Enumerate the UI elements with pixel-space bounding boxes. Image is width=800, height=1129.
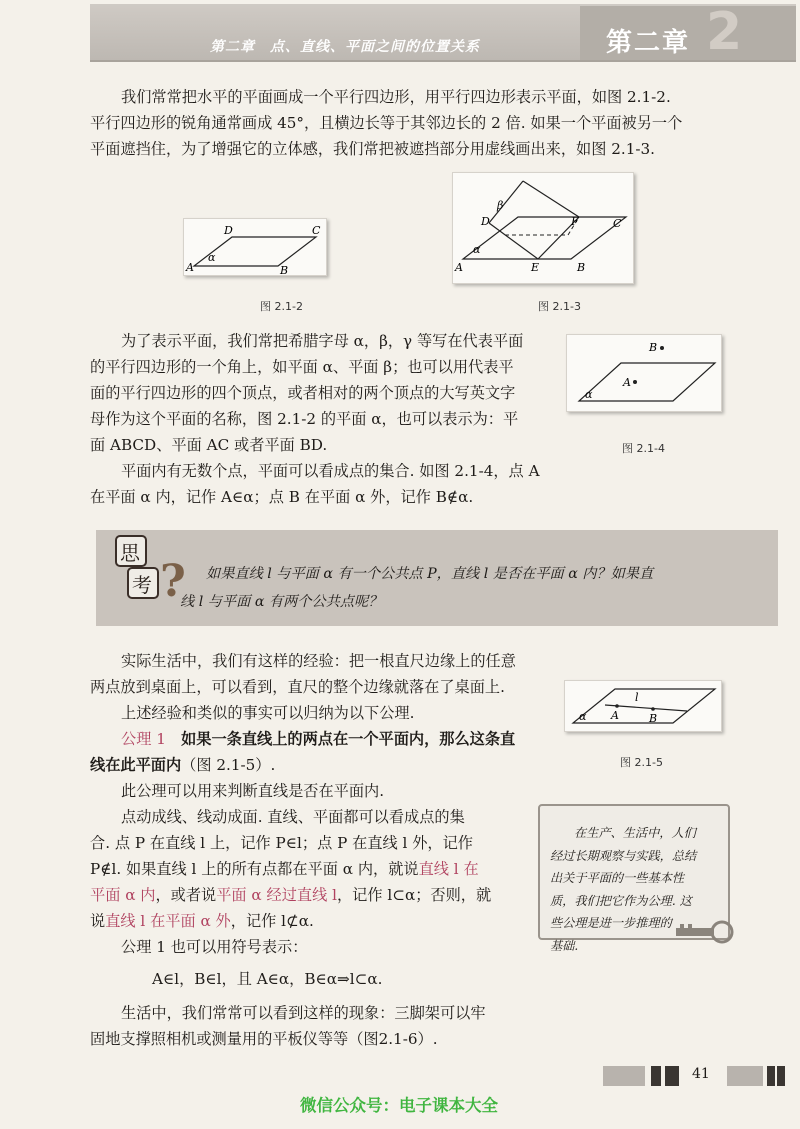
paragraph-1 <box>90 84 770 162</box>
text-line: ，或者说 <box>155 886 217 904</box>
svg-text:?: ? <box>160 556 186 607</box>
text-line: 经过长期观察与实践，总结 <box>550 848 697 863</box>
footer-bar-left <box>603 1066 683 1086</box>
text-line: 平面内有无数个点，平面可以看成点的集合. 如图 2.1-4，点 A <box>121 462 540 480</box>
text-line: 公理 1 也可以用符号表示： <box>121 938 308 956</box>
text-line: ，记作 l⊄α. <box>230 912 314 930</box>
text-line: 合. 点 P 在直线 l 上，记作 P∈l；点 P 在直线 l 外，记作 <box>90 834 473 852</box>
caption-fig-2-1-4: 图 2.1-4 <box>622 442 665 455</box>
label-a: A <box>455 261 463 274</box>
label-beta: β <box>497 199 504 212</box>
text-line: （图 2.1-5）. <box>181 756 276 774</box>
footer-bar-right <box>727 1066 787 1086</box>
text-line: 点动成线、线动成面. 直线、平面都可以看成点的集 <box>121 808 465 826</box>
label-b: B <box>577 261 586 274</box>
label-c: C <box>613 217 622 230</box>
paragraph-axiom <box>90 648 560 804</box>
chapter-label: 第二章 <box>606 28 691 58</box>
caption-fig-2-1-5: 图 2.1-5 <box>620 756 663 769</box>
figure-2-1-4 <box>566 334 722 412</box>
think-question <box>180 560 766 616</box>
label-f: F <box>571 215 579 228</box>
label-c: C <box>312 224 321 237</box>
label-alpha: α <box>473 243 481 256</box>
label-b: B <box>280 264 289 277</box>
text-line: 生活中，我们常常可以看到这样的现象：三脚架可以牢 <box>121 1004 486 1022</box>
point-plane-diagram <box>567 335 721 411</box>
line-in-plane-diagram <box>565 681 721 731</box>
label-l: l <box>635 691 639 704</box>
text-line: 母作为这个平面的名称，图 2.1-2 的平面 α，也可以表示为：平 <box>90 410 519 428</box>
text-line: 说 <box>90 912 106 930</box>
intersecting-planes-diagram <box>453 173 633 283</box>
axiom-text: 线在此平面内 <box>90 756 182 774</box>
highlight-text: 直线 l 在平面 α 外 <box>105 912 231 930</box>
text-line: 些公理是进一步推理的 <box>550 916 672 930</box>
text-line: 固地支撑照相机或测量用的平板仪等等（图2.1-6）. <box>90 1030 438 1048</box>
page-number: 41 <box>692 1066 710 1082</box>
highlight-text: 平面 α 内 <box>90 886 156 904</box>
text-line: 线 l 与平面 α 有两个公共点呢？ <box>180 594 383 610</box>
parallelogram-diagram <box>184 219 326 275</box>
text-line: 基础. <box>550 938 579 953</box>
label-e: E <box>531 261 540 274</box>
key-icon <box>676 920 736 948</box>
text-line: 出关于平面的一些基本性 <box>550 871 685 885</box>
text-line: 两点放到桌面上，可以看到，直尺的整个边缘就落在了桌面上. <box>90 678 505 696</box>
text-line: 此公理可以用来判断直线是否在平面内. <box>121 782 385 800</box>
text-line: 在生产、生活中，人们 <box>574 826 696 840</box>
label-a: A <box>623 376 631 389</box>
text-line: 面的平行四边形的四个顶点，或者相对的两个顶点的大写英文字 <box>90 384 516 402</box>
think-badge <box>110 530 186 610</box>
text-line: 我们常常把水平的平面画成一个平行四边形，用平行四边形表示平面，如图 2.1-2. <box>121 88 671 106</box>
text-line: 为了表示平面，我们常把希腊字母 α，β，γ 等写在代表平面 <box>121 332 524 350</box>
watermark-text: 微信公众号：电子课本大全 <box>300 1096 498 1115</box>
label-alpha: α <box>585 388 593 401</box>
text-line: 面 ABCD、平面 AC 或者平面 BD. <box>90 436 328 454</box>
label-b: B <box>649 712 658 725</box>
text-line: 如果直线 l 与平面 α 有一个公共点 P，直线 l 是否在平面 α 内？如果直 <box>206 566 654 582</box>
axiom-label: 公理 1 <box>121 730 166 748</box>
text-line: 平面遮挡住，为了增强它的立体感，我们常把被遮挡部分用虚线画出来，如图 2.1-3. <box>90 140 655 158</box>
caption-fig-2-1-2: 图 2.1-2 <box>260 300 303 313</box>
label-a: A <box>611 709 619 722</box>
text-line: 实际生活中，我们有这样的经验：把一根直尺边缘上的任意 <box>121 652 516 670</box>
text-line: 上述经验和类似的事实可以归纳为以下公理. <box>121 704 415 722</box>
axiom-text: 如果一条直线上的两点在一个平面内，那么这条直 <box>181 730 516 748</box>
caption-fig-2-1-3: 图 2.1-3 <box>538 300 581 313</box>
paragraph-7 <box>90 804 530 1052</box>
figure-2-1-5 <box>564 680 722 732</box>
text-line: ，记作 l⊂α；否则，就 <box>336 886 492 904</box>
formula: A∈l，B∈l，且 A∈α，B∈α⇒l⊂α. <box>152 970 383 988</box>
text-line: 的平行四边形的一个角上，如平面 α、平面 β；也可以用代表平 <box>90 358 514 376</box>
label-alpha: α <box>208 251 216 264</box>
text-line: P∉l. 如果直线 l 上的所有点都在平面 α 内，就说 <box>90 860 419 878</box>
badge-top: 思 <box>120 541 140 565</box>
question-mark-icon <box>110 530 186 610</box>
figure-2-1-2 <box>183 218 327 276</box>
highlight-text: 直线 l 在 <box>418 860 479 878</box>
chapter-number: 2 <box>706 2 743 62</box>
label-d: D <box>224 224 233 237</box>
chapter-title: 第二章 点、直线、平面之间的位置关系 <box>210 39 480 55</box>
paragraph-2 <box>90 328 560 510</box>
text-line: 在平面 α 内，记作 A∈α；点 B 在平面 α 外，记作 B∉α. <box>90 488 474 506</box>
figure-2-1-3 <box>452 172 634 284</box>
label-b: B <box>649 341 658 354</box>
label-a: A <box>186 261 194 274</box>
text-line: 平行四边形的锐角通常画成 45°，且横边长等于其邻边长的 2 倍. 如果一个平面被另一个 <box>90 114 683 132</box>
text-line: 质，我们把它作为公理. 这 <box>550 893 692 908</box>
label-d: D <box>481 215 490 228</box>
badge-bottom: 考 <box>132 573 152 597</box>
highlight-text: 平面 α 经过直线 l <box>216 886 337 904</box>
label-alpha: α <box>579 710 587 723</box>
